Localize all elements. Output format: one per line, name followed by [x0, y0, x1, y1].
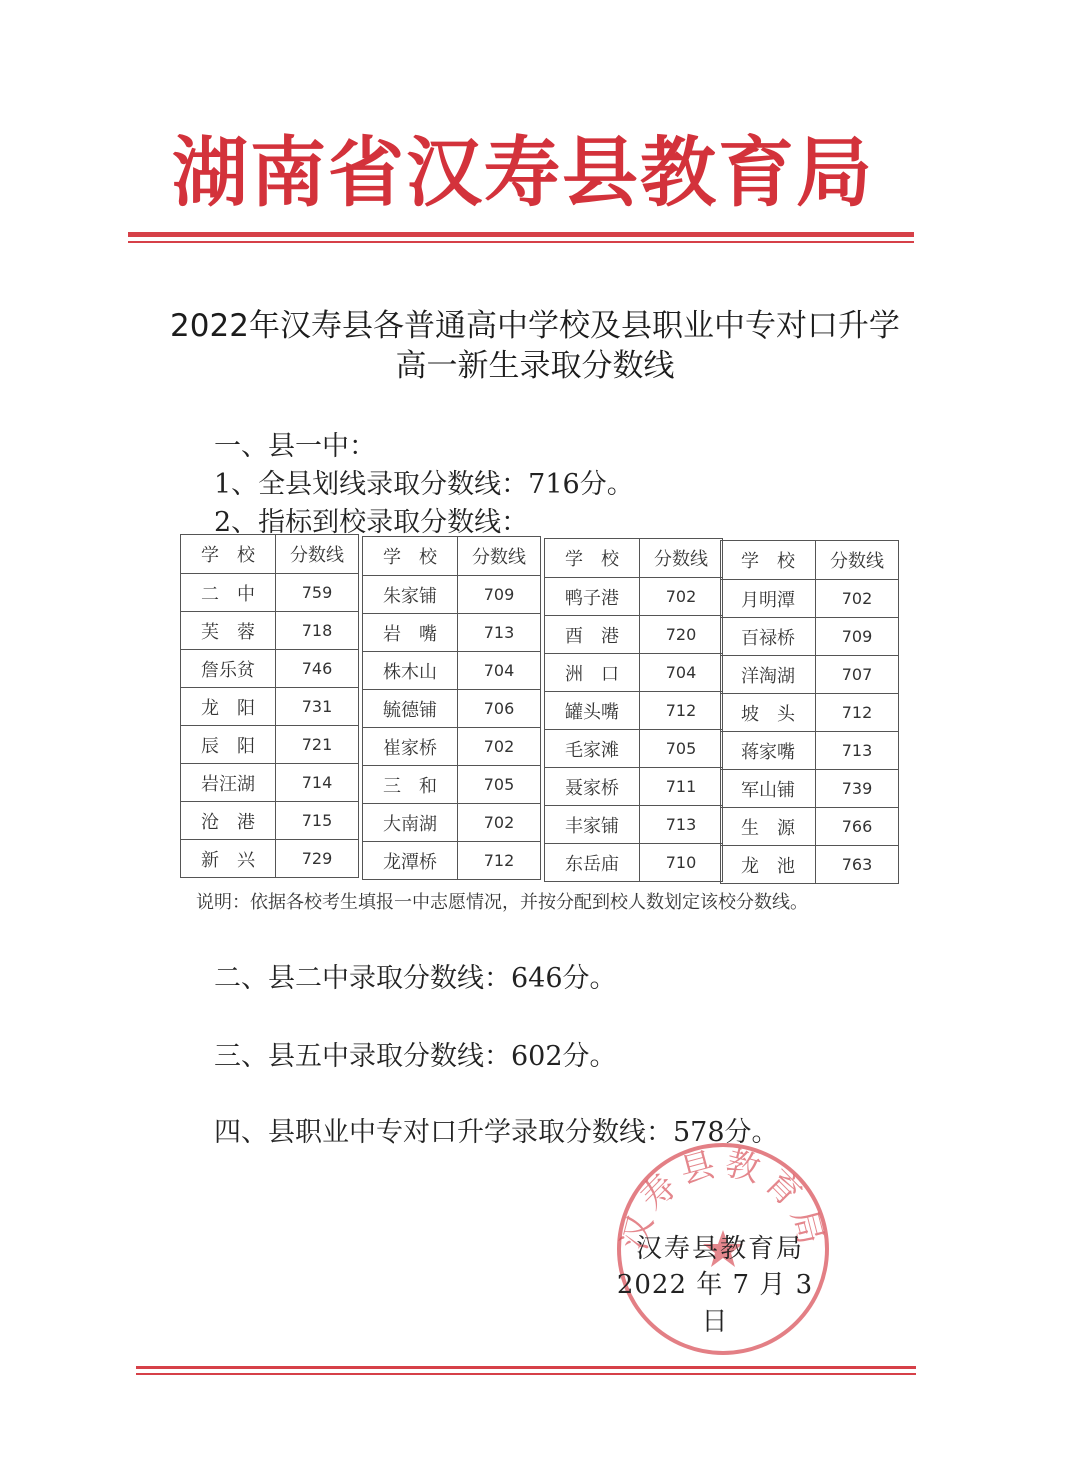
- table-row: [721, 808, 899, 846]
- table-row: [545, 578, 723, 616]
- section1-item1: 1、全县划线录取分数线：716分。: [214, 469, 634, 500]
- school-score: 709: [458, 576, 541, 614]
- score-table-1: [180, 534, 359, 878]
- school-score: 709: [816, 618, 899, 656]
- letterhead-title: 湖南省汉寿县教育局: [172, 128, 874, 217]
- school-name: 芙 蓉: [181, 612, 276, 650]
- school-name: 蒋家嘴: [721, 732, 816, 770]
- school-name: 军山铺: [721, 770, 816, 808]
- letterhead-rule-thick: [128, 232, 914, 237]
- section1-heading: 一、县一中：: [214, 431, 376, 462]
- school-name: 东岳庙: [545, 844, 640, 882]
- school-score: 712: [816, 694, 899, 732]
- section1-item2: 2、指标到校录取分数线：: [214, 507, 529, 538]
- school-name: 龙 池: [721, 846, 816, 884]
- school-name: 岩汪湖: [181, 764, 276, 802]
- school-score: 707: [816, 656, 899, 694]
- table-row: [363, 842, 541, 880]
- school-score: 702: [816, 580, 899, 618]
- school-name: 大南湖: [363, 804, 458, 842]
- issue-date: 2022 年 7 月 3 日: [616, 1270, 814, 1337]
- school-name: 聂家桥: [545, 768, 640, 806]
- school-score: 702: [640, 578, 723, 616]
- document-title-line1: 2022年汉寿县各普通高中学校及县职业中专对口升学: [170, 308, 900, 344]
- school-name: 三 和: [363, 766, 458, 804]
- school-name: 坡 头: [721, 694, 816, 732]
- section4-text: 四、县职业中专对口升学录取分数线：578分。: [214, 1117, 779, 1148]
- document-title-line2: 高一新生录取分数线: [395, 348, 675, 384]
- score-table-4: [720, 540, 899, 884]
- school-score: 731: [276, 688, 359, 726]
- school-score: 711: [640, 768, 723, 806]
- table-row: [545, 654, 723, 692]
- school-name: 朱家铺: [363, 576, 458, 614]
- school-score: 759: [276, 574, 359, 612]
- school-name: 龙潭桥: [363, 842, 458, 880]
- table-row: [363, 728, 541, 766]
- school-score: 702: [458, 804, 541, 842]
- school-name: 罐头嘴: [545, 692, 640, 730]
- header-score: 分数线: [640, 539, 723, 578]
- school-score: 715: [276, 802, 359, 840]
- school-score: 704: [640, 654, 723, 692]
- header-school: 学 校: [181, 535, 276, 574]
- school-name: 洲 口: [545, 654, 640, 692]
- school-name: 詹乐贫: [181, 650, 276, 688]
- school-score: 702: [458, 728, 541, 766]
- school-score: 720: [640, 616, 723, 654]
- school-score: 712: [640, 692, 723, 730]
- header-school: 学 校: [545, 539, 640, 578]
- table-row: [545, 730, 723, 768]
- table-row: [363, 652, 541, 690]
- table-header-row: [721, 541, 899, 580]
- school-score: 704: [458, 652, 541, 690]
- school-name: 二 中: [181, 574, 276, 612]
- school-score: 713: [458, 614, 541, 652]
- school-score: 713: [640, 806, 723, 844]
- school-score: 705: [640, 730, 723, 768]
- table-row: [721, 618, 899, 656]
- header-score: 分数线: [816, 541, 899, 580]
- table-row: [363, 576, 541, 614]
- table-note: 说明：依据各校考生填报一中志愿情况，并按分配到校人数划定该校分数线。: [196, 892, 808, 913]
- school-score: 746: [276, 650, 359, 688]
- footer-rule-thin: [136, 1373, 916, 1375]
- table-row: [721, 694, 899, 732]
- school-name: 沧 港: [181, 802, 276, 840]
- table-row: [721, 656, 899, 694]
- table-row: [181, 650, 359, 688]
- header-school: 学 校: [363, 537, 458, 576]
- school-score: 763: [816, 846, 899, 884]
- school-name: 岩 嘴: [363, 614, 458, 652]
- school-name: 酉 港: [545, 616, 640, 654]
- document-title: [140, 306, 930, 386]
- school-score: 721: [276, 726, 359, 764]
- table-row: [721, 732, 899, 770]
- table-row: [363, 690, 541, 728]
- table-row: [181, 802, 359, 840]
- school-score: 705: [458, 766, 541, 804]
- header-school: 学 校: [721, 541, 816, 580]
- table-row: [721, 770, 899, 808]
- school-name: 丰家铺: [545, 806, 640, 844]
- school-score: 718: [276, 612, 359, 650]
- school-score: 710: [640, 844, 723, 882]
- letterhead-rule-thin: [128, 241, 914, 243]
- school-name: 毛家滩: [545, 730, 640, 768]
- table-row: [721, 846, 899, 884]
- score-table-3: [544, 538, 723, 882]
- table-row: [181, 612, 359, 650]
- school-score: 714: [276, 764, 359, 802]
- school-name: 株木山: [363, 652, 458, 690]
- school-name: 崔家桥: [363, 728, 458, 766]
- school-name: 新 兴: [181, 840, 276, 878]
- school-score: 713: [816, 732, 899, 770]
- table-row: [363, 804, 541, 842]
- table-row: [545, 806, 723, 844]
- school-name: 毓德铺: [363, 690, 458, 728]
- school-name: 生 源: [721, 808, 816, 846]
- section3-text: 三、县五中录取分数线：602分。: [214, 1041, 617, 1072]
- table-header-row: [363, 537, 541, 576]
- school-name: 辰 阳: [181, 726, 276, 764]
- seal-text: 汉寿县教育局: [614, 1143, 832, 1255]
- table-row: [545, 768, 723, 806]
- school-score: 766: [816, 808, 899, 846]
- table-row: [545, 844, 723, 882]
- school-score: 739: [816, 770, 899, 808]
- school-name: 洋淘湖: [721, 656, 816, 694]
- table-row: [181, 726, 359, 764]
- table-row: [181, 840, 359, 878]
- school-name: 月明潭: [721, 580, 816, 618]
- school-score: 729: [276, 840, 359, 878]
- school-score: 706: [458, 690, 541, 728]
- table-row: [363, 766, 541, 804]
- table-row: [181, 764, 359, 802]
- school-name: 龙 阳: [181, 688, 276, 726]
- school-name: 鸭子港: [545, 578, 640, 616]
- issuer-name: 汉寿县教育局: [635, 1234, 804, 1264]
- school-name: 百禄桥: [721, 618, 816, 656]
- table-header-row: [181, 535, 359, 574]
- school-score: 712: [458, 842, 541, 880]
- score-table-2: [362, 536, 541, 880]
- table-header-row: [545, 539, 723, 578]
- table-row: [181, 688, 359, 726]
- table-row: [545, 616, 723, 654]
- section2-text: 二、县二中录取分数线：646分。: [214, 963, 617, 994]
- table-row: [545, 692, 723, 730]
- header-score: 分数线: [458, 537, 541, 576]
- table-row: [181, 574, 359, 612]
- table-row: [363, 614, 541, 652]
- header-score: 分数线: [276, 535, 359, 574]
- table-row: [721, 580, 899, 618]
- footer-rule-thick: [136, 1366, 916, 1369]
